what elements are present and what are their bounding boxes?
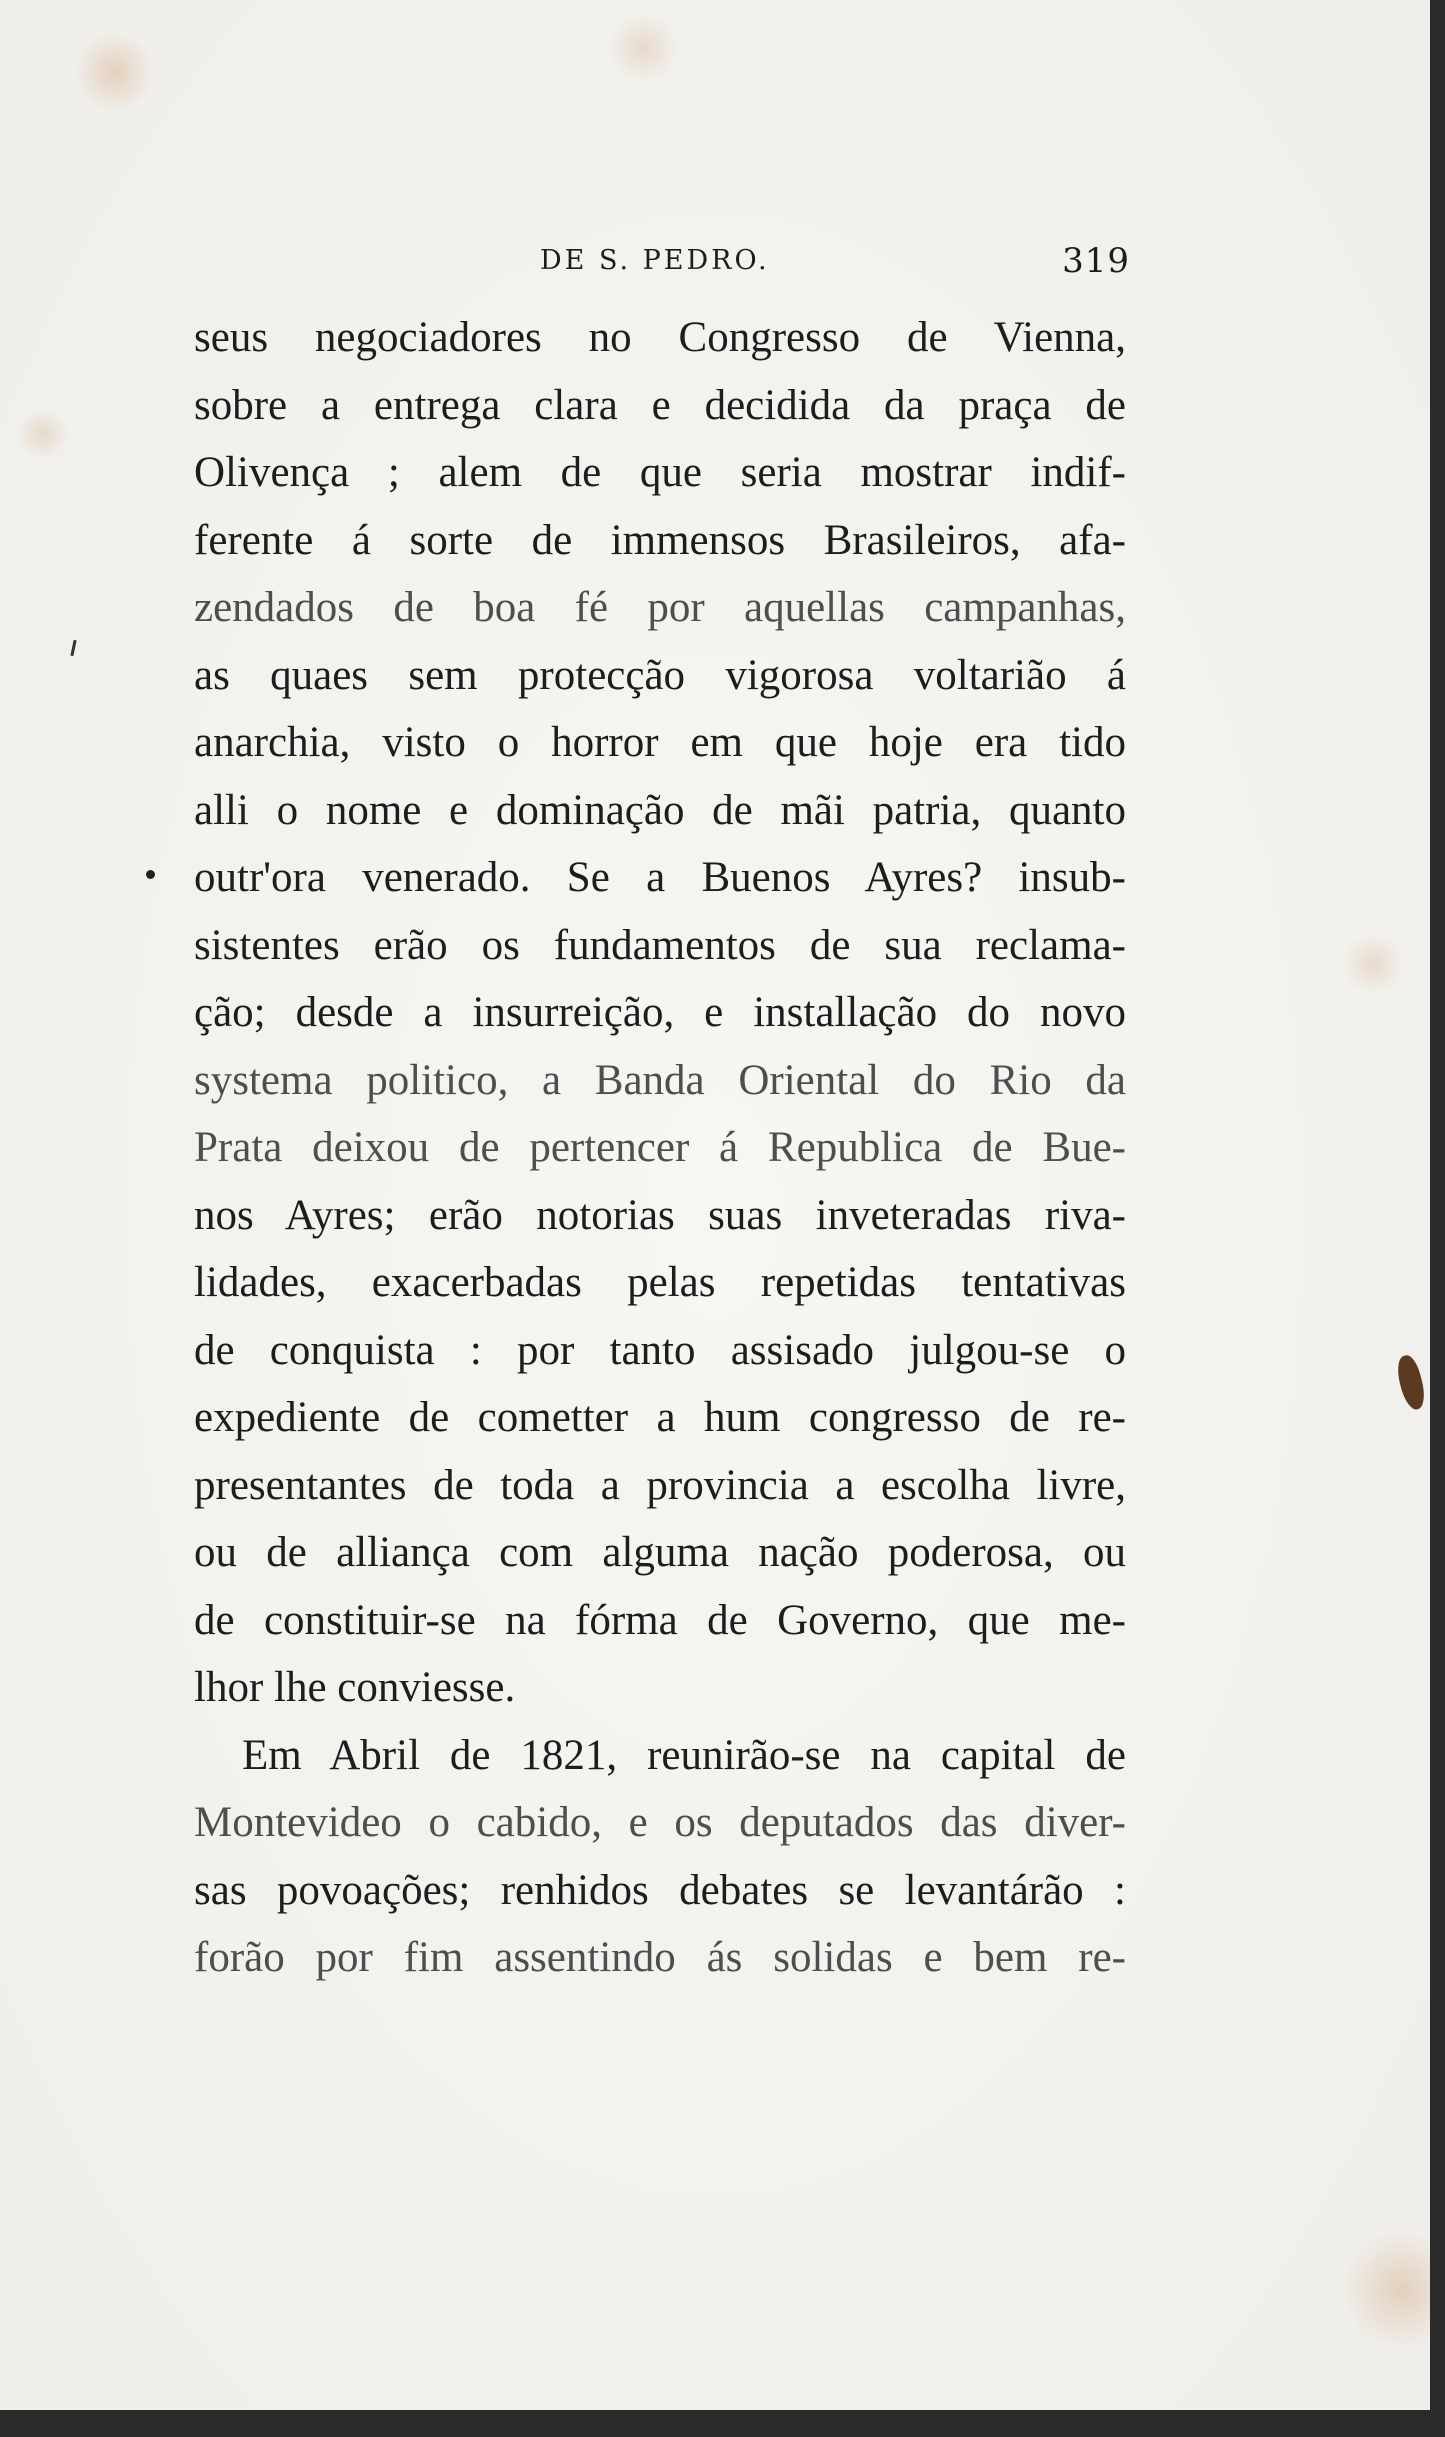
text-line: Montevideo o cabido, e os deputados das diver- xyxy=(194,1799,1126,1846)
text-line: sas povoações; renhidos debates se levantárão : xyxy=(194,1866,1126,1914)
text-line: as quaes sem protecção vigorosa voltarião á xyxy=(194,651,1126,699)
running-head: DE S. PEDRO. xyxy=(540,245,770,276)
text-line: ou de alliança com alguma nação poderosa, ou xyxy=(194,1529,1126,1576)
text-line: ferente á sorte de immensos Brasileiros, afa- xyxy=(194,516,1126,564)
text-line: anarchia, visto o horror em que hoje era tido xyxy=(194,719,1126,766)
text-line: lidades, exacerbadas pelas repetidas tentativas xyxy=(194,1259,1126,1306)
ink-stain xyxy=(1393,1353,1428,1412)
text-line: forão por fim assentindo ás solidas e bem re- xyxy=(194,1934,1126,1981)
margin-mark xyxy=(70,640,76,656)
text-line: outr'ora venerado. Se a Buenos Ayres? insub- xyxy=(194,854,1126,901)
text-line: ção; desde a insurreição, e installação do novo xyxy=(194,989,1126,1036)
text-line: Prata deixou de pertencer á Republica de Bue- xyxy=(194,1124,1126,1171)
text-line: de conquista : por tanto assisado julgou-se o xyxy=(194,1326,1126,1374)
page-number: 319 xyxy=(1062,241,1130,281)
text-line: Olivença ; alem de que seria mostrar indif- xyxy=(194,449,1126,496)
text-line: alli o nome e dominação de mãi patria, quanto xyxy=(194,786,1126,834)
margin-dot xyxy=(146,870,155,879)
text-line: presentantes de toda a provincia a escolha livre, xyxy=(194,1461,1126,1509)
text-line: zendados de boa fé por aquellas campanhas, xyxy=(194,584,1126,631)
text-line: sobre a entrega clara e decidida da praça de xyxy=(194,381,1126,429)
text-line: expediente de cometter a hum congresso de re- xyxy=(194,1394,1126,1441)
text-line: de constituir-se na fórma de Governo, que me- xyxy=(194,1596,1126,1644)
text-line: Em Abril de 1821, reunirão-se na capital de xyxy=(242,1731,1126,1779)
text-line: sistentes erão os fundamentos de sua reclama- xyxy=(194,921,1126,969)
text-line: nos Ayres; erão notorias suas inveteradas riva- xyxy=(194,1191,1126,1239)
body-text xyxy=(194,304,1126,1992)
text-line: systema politico, a Banda Oriental do Rio da xyxy=(194,1056,1126,1104)
text-line: lhor lhe conviesse. xyxy=(194,1664,516,1711)
page-header xyxy=(540,241,1130,285)
text-line: seus negociadores no Congresso de Vienna, xyxy=(194,314,1126,361)
